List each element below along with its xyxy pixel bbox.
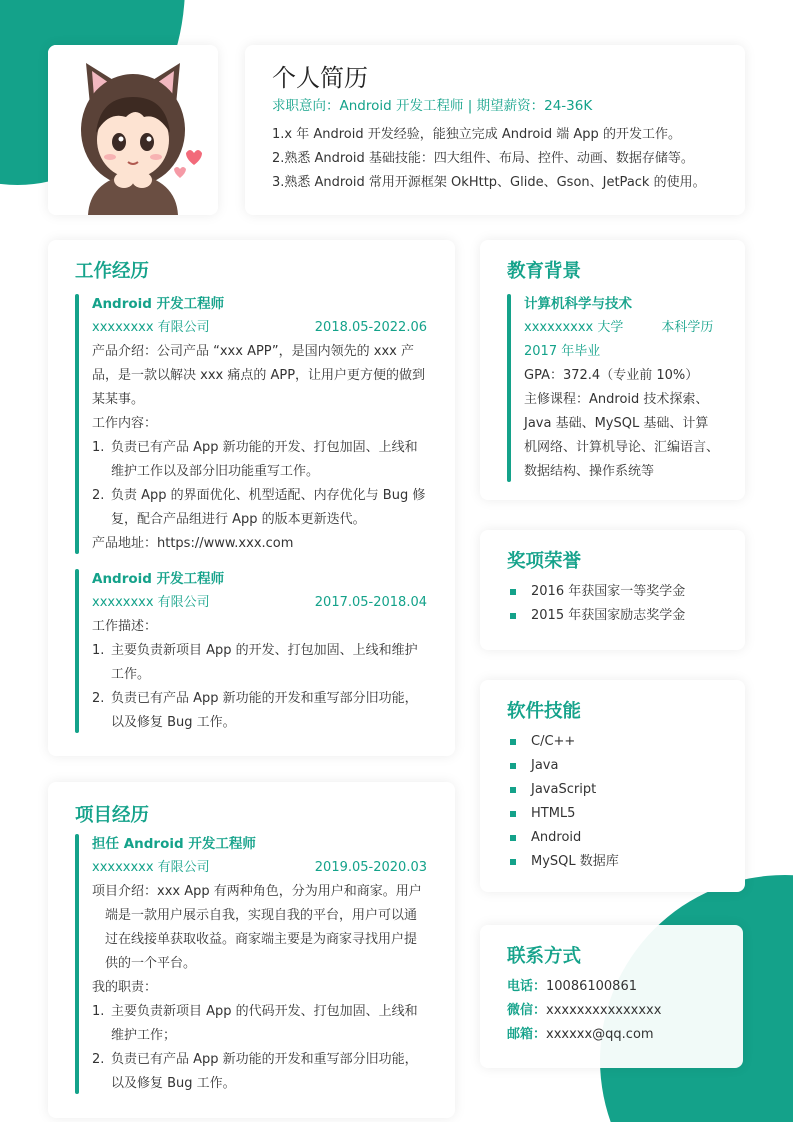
- list-item: [507, 778, 720, 802]
- summary-line: 3.熟悉 Android 常用开源框架 OkHttp、Glide、Gson、JetPack 的使用。: [272, 175, 706, 190]
- list-item: [507, 826, 720, 850]
- list-text: 负责已有产品 App 新功能的开发和重写部分旧功能，以及修复 Bug 工作。: [111, 1052, 418, 1091]
- work-experience-card: [48, 240, 455, 756]
- education-entry: [507, 292, 720, 484]
- section-title-skills: 软件技能: [507, 701, 582, 722]
- education-degree: 本科学历: [661, 320, 714, 335]
- summary-line: 2.熟悉 Android 基础技能：四大组件、布局、控件、动画、数据存储等。: [272, 151, 694, 166]
- skill-text: JavaScript: [531, 782, 597, 797]
- list-item: [92, 1048, 427, 1096]
- contact-email-value: xxxxxx@qq.com: [546, 1027, 654, 1042]
- work-entry: [75, 292, 427, 556]
- header-card: [245, 45, 745, 215]
- list-item: [507, 850, 720, 874]
- summary: [272, 123, 717, 195]
- square-bullet-icon: [510, 859, 516, 865]
- entry-company: xxxxxxxx 有限公司: [92, 595, 210, 610]
- entry-body: [92, 615, 427, 735]
- square-bullet-icon: [510, 835, 516, 841]
- page-title: 个人简历: [272, 64, 368, 92]
- list-item: [92, 1000, 427, 1048]
- entry-company: xxxxxxxx 有限公司: [92, 320, 210, 335]
- entry-body: [524, 364, 720, 484]
- entry-items: [92, 1000, 427, 1096]
- contact-card: [480, 925, 743, 1068]
- awards-list: [507, 580, 720, 628]
- entry-company: xxxxxxxx 有限公司: [92, 860, 210, 875]
- entry-period: 2018.05-2022.06: [314, 320, 427, 335]
- section-title-project: 项目经历: [75, 805, 150, 826]
- entry-period: 2019.05-2020.03: [314, 860, 427, 875]
- section-title-work: 工作经历: [75, 261, 150, 282]
- entry-meta: [92, 316, 427, 340]
- list-number: 1.: [92, 643, 105, 658]
- list-item: [92, 639, 427, 687]
- skill-text: C/C++: [531, 734, 576, 749]
- contact-wechat-value: xxxxxxxxxxxxxxx: [546, 1003, 662, 1018]
- education-school: xxxxxxxxx 大学: [524, 320, 624, 335]
- list-item: [507, 754, 720, 778]
- square-bullet-icon: [510, 787, 516, 793]
- entry-role: Android 开发工程师: [92, 296, 225, 312]
- skill-text: MySQL 数据库: [531, 854, 619, 869]
- award-text: 2015 年获国家励志奖学金: [531, 608, 686, 623]
- award-text: 2016 年获国家一等奖学金: [531, 584, 686, 599]
- list-text: 负责已有产品 App 新功能的开发、打包加固、上线和维护工作以及部分旧功能重写工作。: [111, 440, 418, 479]
- square-bullet-icon: [510, 739, 516, 745]
- skills-card: [480, 680, 745, 892]
- project-duty-label: 我的职责：: [92, 980, 158, 995]
- list-number: 1.: [92, 440, 105, 455]
- list-text: 主要负责新项目 App 的代码开发、打包加固、上线和维护工作；: [111, 1004, 418, 1043]
- education-courses: 主修课程：Android 技术探索、Java 基础、MySQL 基础、计算机网络、计算机导论、汇编语言、数据结构、操作系统等: [524, 392, 720, 479]
- work-entry: [75, 567, 427, 735]
- project-experience-card: [48, 782, 455, 1118]
- list-item: [507, 730, 720, 754]
- entry-intro: 产品介绍：公司产品 “xxx APP”，是国内领先的 xxx 产品，是一款以解决 xxx 痛点的 APP，让用户更方便的做到某某事。: [92, 344, 426, 407]
- awards-card: [480, 530, 745, 650]
- square-bullet-icon: [510, 811, 516, 817]
- square-bullet-icon: [510, 589, 516, 595]
- entry-body: [92, 340, 427, 556]
- list-text: 负责 App 的界面优化、机型适配、内存优化与 Bug 修复，配合产品组进行 App 的版本更新迭代。: [111, 488, 426, 527]
- contact-phone: [507, 975, 718, 999]
- skills-list: [507, 730, 720, 874]
- list-item: [92, 484, 427, 532]
- contact-phone-label: 电话：: [507, 979, 547, 994]
- list-item: [507, 604, 720, 628]
- project-intro: 项目介绍：xxx App 有两种角色，分为用户和商家。用户端是一款用户展示自我，实现自我的平台，用户可以通过在线接单获取收益。商家端主要是为商家寻找用户提供的一个平台。: [92, 884, 422, 971]
- skill-text: HTML5: [531, 806, 576, 821]
- list-item: [507, 802, 720, 826]
- entry-content-label: 工作内容：: [92, 416, 158, 431]
- avatar-card: [48, 45, 218, 215]
- list-text: 负责已有产品 App 新功能的开发和重写部分旧功能，以及修复 Bug 工作。: [111, 691, 418, 730]
- entry-address: 产品地址：https://www.xxx.com: [92, 536, 294, 551]
- entry-period: 2017.05-2018.04: [314, 595, 427, 610]
- skill-text: Java: [531, 758, 559, 773]
- square-bullet-icon: [510, 763, 516, 769]
- contact-wechat-label: 微信：: [507, 1003, 547, 1018]
- list-number: 2.: [92, 1052, 105, 1067]
- list-number: 1.: [92, 1004, 105, 1019]
- list-item: [92, 436, 427, 484]
- contact-email: [507, 1023, 718, 1047]
- section-title-education: 教育背景: [507, 261, 582, 282]
- contact-wechat: [507, 999, 718, 1023]
- list-number: 2.: [92, 488, 105, 503]
- entry-meta: [92, 856, 427, 880]
- entry-role: Android 开发工程师: [92, 571, 225, 587]
- list-item: [507, 580, 720, 604]
- education-major: 计算机科学与技术: [524, 296, 632, 312]
- entry-meta: [92, 591, 427, 615]
- skill-text: Android: [531, 830, 582, 845]
- education-graduation: 2017 年毕业: [524, 344, 601, 359]
- project-entry: [75, 832, 427, 1096]
- section-title-contact: 联系方式: [507, 946, 582, 967]
- summary-line: 1.x 年 Android 开发经验，能独立完成 Android 端 App 的开发工作。: [272, 127, 681, 142]
- list-item: [92, 687, 427, 735]
- education-gpa: GPA：372.4（专业前 10%）: [524, 368, 699, 383]
- entry-role: 担任 Android 开发工程师: [92, 836, 256, 852]
- entry-body: [92, 880, 427, 1096]
- contact-email-label: 邮箱：: [507, 1027, 547, 1042]
- education-meta: [524, 316, 720, 340]
- entry-content-label: 工作描述：: [92, 619, 158, 634]
- list-number: 2.: [92, 691, 105, 706]
- list-text: 主要负责新项目 App 的开发、打包加固、上线和维护工作。: [111, 643, 418, 682]
- contact-phone-value: 10086100861: [546, 979, 637, 994]
- entry-items: [92, 639, 427, 735]
- education-card: [480, 240, 745, 500]
- avatar-cartoon-boy-cat-hood: [48, 45, 218, 215]
- entry-items: [92, 436, 427, 532]
- job-intent: 求职意向：Android 开发工程师 | 期望薪资：24-36K: [272, 98, 593, 114]
- square-bullet-icon: [510, 613, 516, 619]
- section-title-awards: 奖项荣誉: [507, 551, 582, 572]
